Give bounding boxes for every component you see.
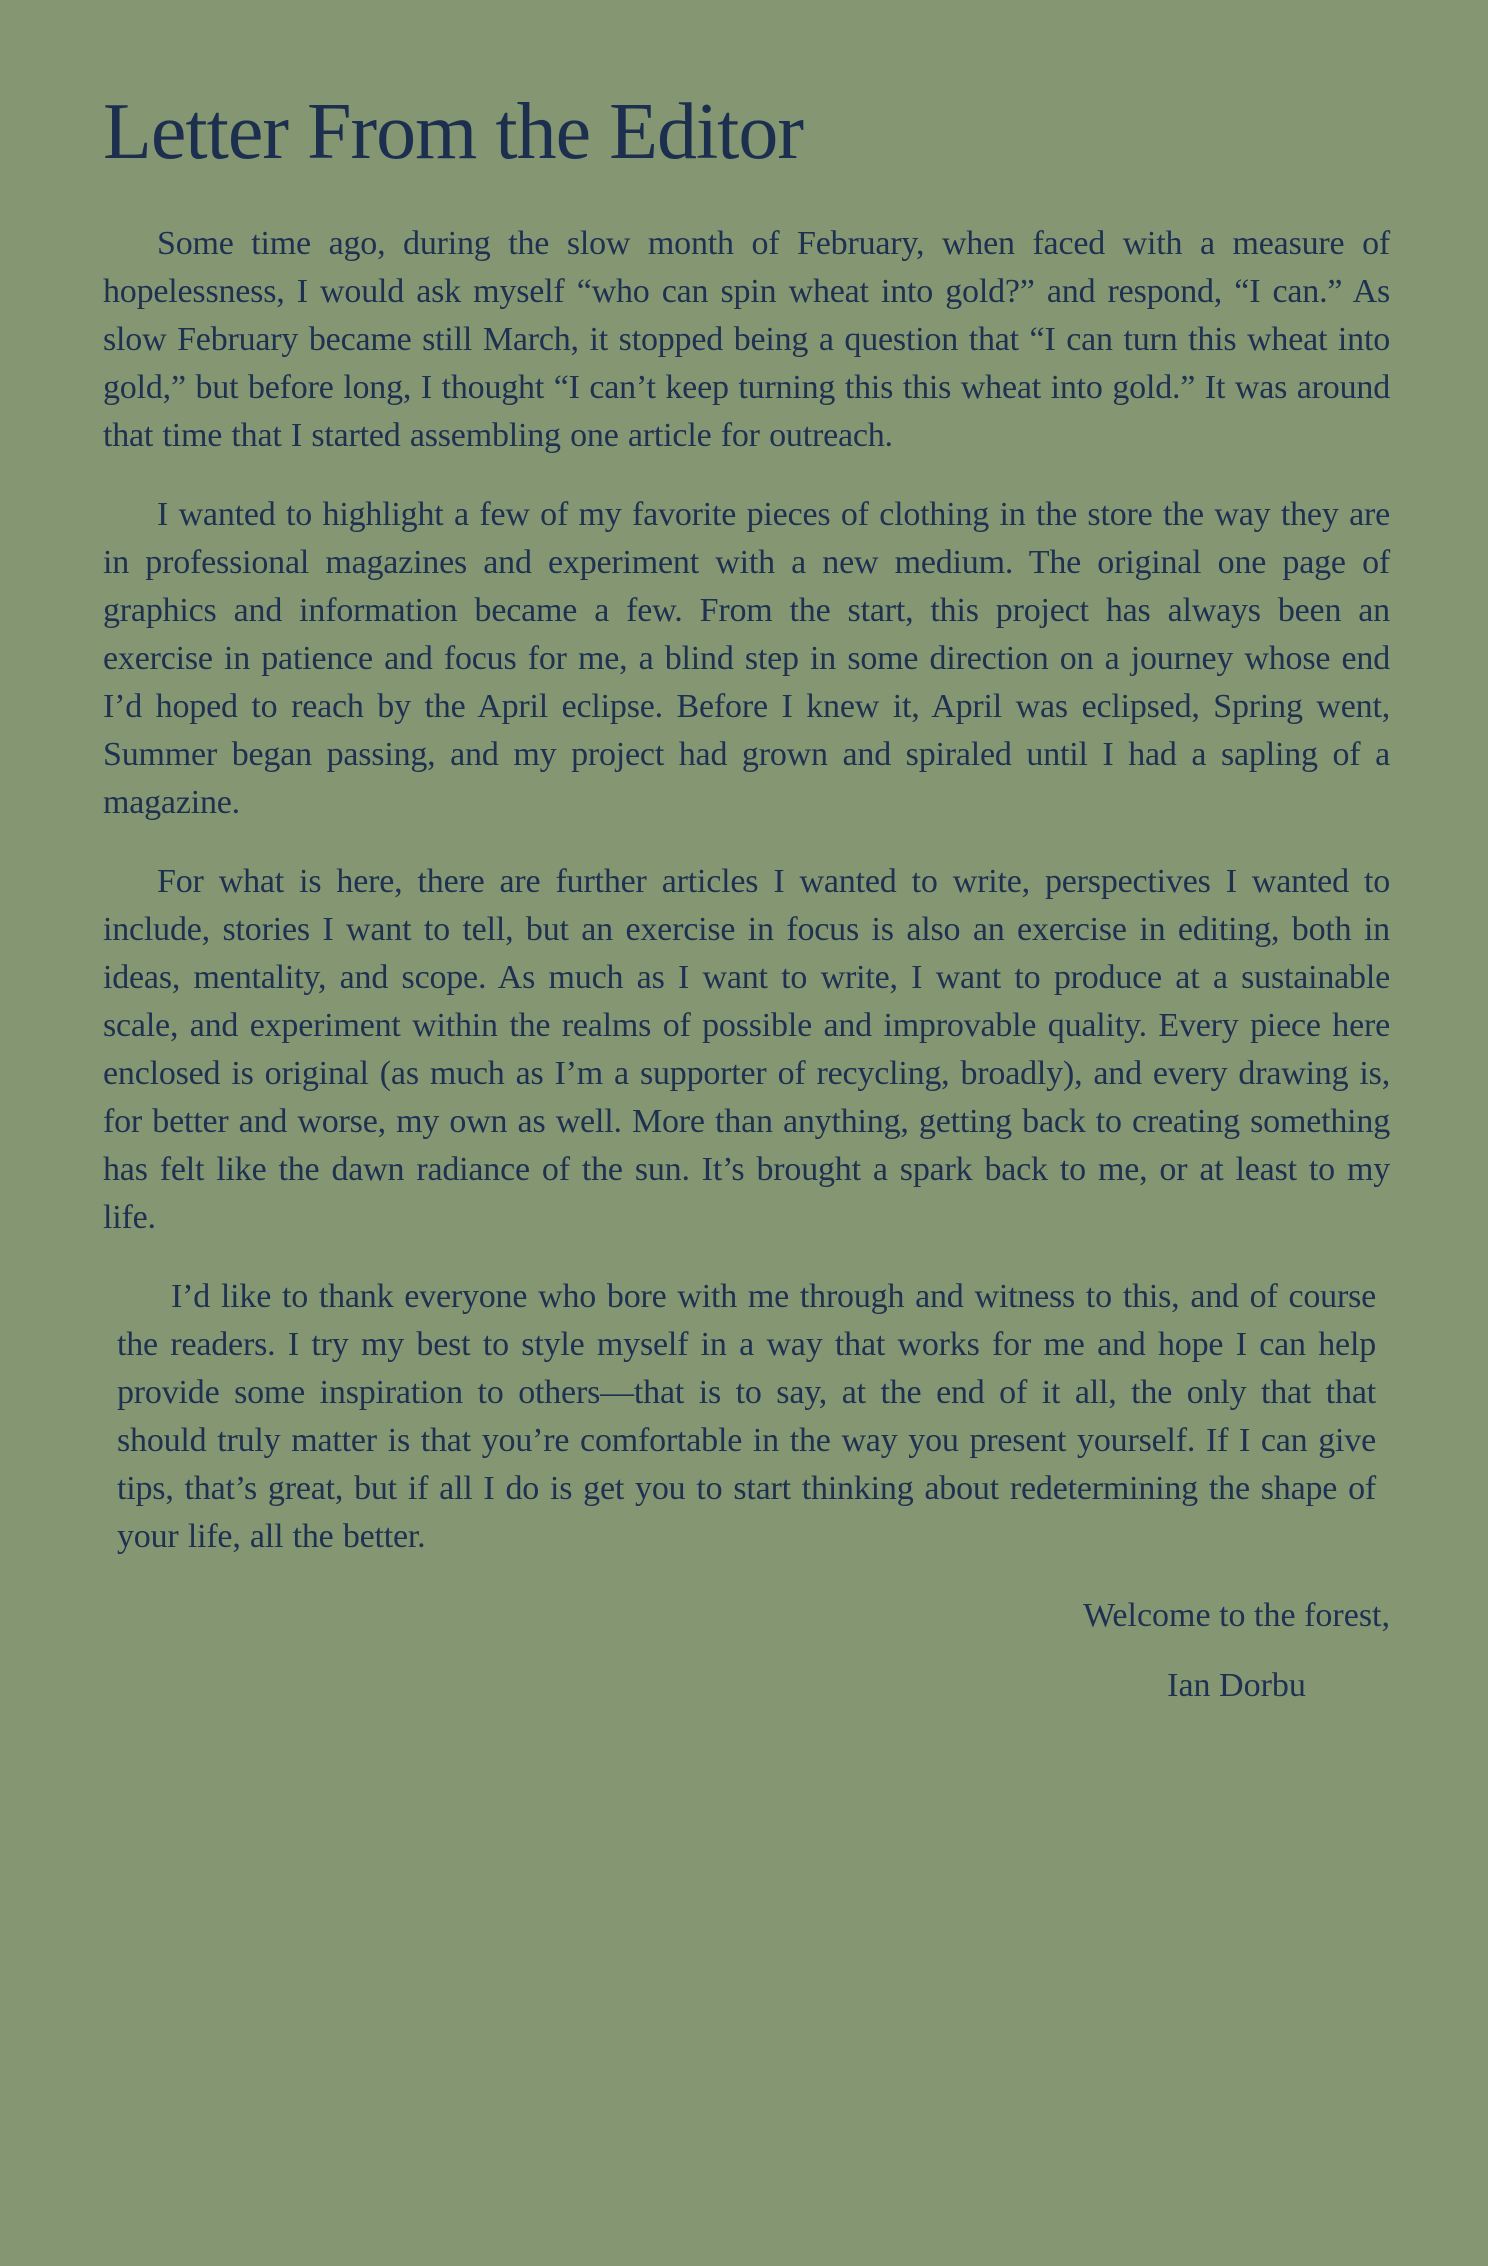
- signoff-author-name: Ian Dorbu: [1167, 1667, 1306, 1704]
- letter-paragraph-1: Some time ago, during the slow month of February, when faced with a measure of hopelessness, I would ask myself “who can spin wheat into gold?” and respond, “I can.” As slow February became still March, it stopped being a question that “I can turn this wheat into gold,” but before long, I thought “I can’t keep turning this this wheat into gold.” It was around that time that I started assembling one article for outreach.: [103, 225, 1390, 454]
- signoff-inner: [1083, 1592, 1390, 1710]
- page-title: Letter From the Editor: [103, 88, 804, 176]
- letter-body: [103, 220, 1390, 1561]
- signoff-block: [103, 1592, 1390, 1710]
- letter-paragraph-2: I wanted to highlight a few of my favorite pieces of clothing in the store the way they are in professional magazines and experiment with a new medium. The original one page of graphics and information became a few. From the start, this project has always been an exercise in patience and focus for me, a blind step in some direction on a journey whose end I’d hoped to reach by the April eclipse. Before I knew it, April was eclipsed, Spring went, Summer began passing, and my project had grown and spiraled until I had a sapling of a magazine.: [103, 496, 1390, 821]
- letter-paragraph-3: For what is here, there are further articles I wanted to write, perspectives I wanted to include, stories I want to tell, but an exercise in focus is also an exercise in editing, both in ideas, mentality, and scope. As much as I want to write, I want to produce at a sustainable scale, and experiment within the realms of possible and improvable quality. Every piece here enclosed is original (as much as I’m a supporter of recycling, broadly), and every drawing is, for better and worse, my own as well. More than anything, getting back to creating something has felt like the dawn radiance of the sun. It’s brought a spark back to me, or at least to my life.: [103, 863, 1390, 1236]
- signoff-closing: Welcome to the forest,: [1083, 1597, 1390, 1634]
- letter-paragraph-4: I’d like to thank everyone who bore with me through and witness to this, and of course the readers. I try my best to style myself in a way that works for me and hope I can help provide some inspiration to others—that is to say, at the end of it all, the only that that should truly matter is that you’re comfortable in the way you present yourself. If I can give tips, that’s great, but if all I do is get you to start thinking about redetermining the shape of your life, all the better.: [117, 1278, 1376, 1555]
